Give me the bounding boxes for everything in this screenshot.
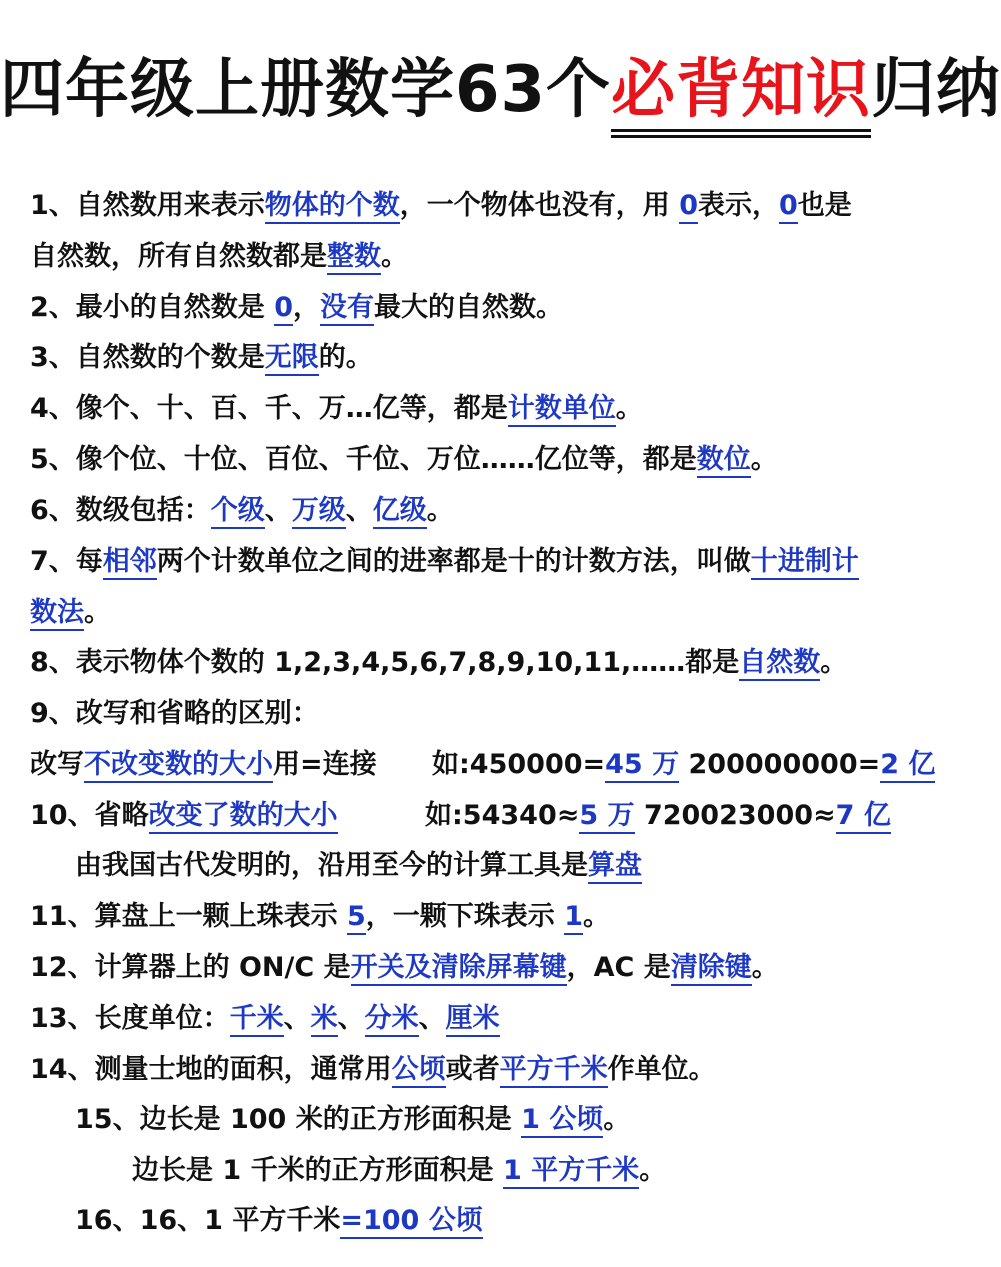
item-11 xyxy=(30,900,610,934)
text: 由我国古代发明的，沿用至今的计算工具是 xyxy=(75,850,588,881)
text: 3、自然数的个数是 xyxy=(30,342,265,373)
item-9-rewrite-example xyxy=(432,748,935,782)
text: 、 xyxy=(418,1003,446,1034)
text: ，一个物体也没有，用 xyxy=(399,190,680,221)
text: 8、表示物体个数的 1,2,3,4,5,6,7,8,9,10,11,……都是 xyxy=(30,647,740,678)
text: ，一颗下珠表示 xyxy=(365,901,565,932)
answer-blank: 无限 xyxy=(265,342,319,376)
text: 2、最小的自然数是 xyxy=(30,292,275,323)
item-7-line-2 xyxy=(30,596,111,630)
item-4 xyxy=(30,392,643,426)
text: 12、计算器上的 ON/C 是 xyxy=(30,952,351,983)
item-12 xyxy=(30,951,779,985)
item-3 xyxy=(30,341,373,375)
answer-blank: 0 xyxy=(779,190,798,224)
text: 、 xyxy=(264,495,292,526)
text: 5、像个位、十位、百位、千位、万位……亿位等，都是 xyxy=(30,444,697,475)
answer-blank: 亿级 xyxy=(373,495,427,529)
answer-blank: 0 xyxy=(679,190,698,224)
item-1-line-2 xyxy=(30,240,408,274)
item-8 xyxy=(30,646,847,680)
text: 自然数，所有自然数都是 xyxy=(30,241,327,272)
text: 如:450000= xyxy=(432,749,606,780)
answer-blank: 相邻 xyxy=(103,546,157,580)
text: 。 xyxy=(615,393,643,424)
answer-blank: 1 平方千米 xyxy=(503,1155,639,1189)
item-9-rewrite xyxy=(30,748,377,782)
answer-blank: 计数单位 xyxy=(508,393,616,427)
text: 表示， xyxy=(698,190,779,221)
text: 。 xyxy=(639,1155,667,1186)
answer-blank: 清除键 xyxy=(671,952,752,986)
text: 200000000= xyxy=(679,749,881,780)
answer-blank: 自然数 xyxy=(739,647,820,681)
text: 13、长度单位： xyxy=(30,1003,230,1034)
answer-blank: 2 亿 xyxy=(880,749,935,783)
text: 9、改写和省略的区别： xyxy=(30,698,319,729)
item-15-second xyxy=(132,1154,666,1188)
text: 两个计数单位之间的进率都是十的计数方法，叫做 xyxy=(156,546,751,577)
text: 、 xyxy=(283,1003,311,1034)
text: 、 xyxy=(345,495,373,526)
text: 最大的自然数。 xyxy=(373,292,563,323)
answer-blank: 整数 xyxy=(327,241,381,275)
answer-blank: 5 万 xyxy=(579,800,634,834)
item-10-example xyxy=(425,799,891,833)
item-9 xyxy=(30,697,319,731)
item-15 xyxy=(75,1103,630,1137)
answer-blank: 物体的个数 xyxy=(265,190,400,224)
item-7-line-1 xyxy=(30,545,859,579)
text: 或者 xyxy=(445,1054,500,1085)
text: 。 xyxy=(820,647,848,678)
text: 。 xyxy=(381,241,408,272)
text: 用=连接 xyxy=(273,749,377,780)
text: 1、自然数用来表示 xyxy=(30,190,265,221)
text: 6、数级包括： xyxy=(30,495,211,526)
item-6 xyxy=(30,494,454,528)
answer-blank: 个级 xyxy=(211,495,265,529)
answer-blank: 万级 xyxy=(292,495,346,529)
text: 11、算盘上一颗上珠表示 xyxy=(30,901,347,932)
text: ， xyxy=(292,292,320,323)
title-part1: 四年级上册数学63个 xyxy=(0,53,612,127)
item-16 xyxy=(75,1204,483,1238)
item-10-abacus xyxy=(75,849,642,883)
text: 14、测量士地的面积，通常用 xyxy=(30,1054,392,1085)
text: 改写 xyxy=(30,749,84,780)
page-title xyxy=(0,38,1001,130)
answer-blank: 0 xyxy=(274,292,293,326)
text: 720023000≈ xyxy=(634,800,836,831)
text: 7、每 xyxy=(30,546,103,577)
answer-blank: 米 xyxy=(311,1003,338,1037)
answer-blank: 平方千米 xyxy=(500,1054,608,1088)
answer-blank: 算盘 xyxy=(588,850,642,884)
text: 也是 xyxy=(797,190,852,221)
title-part2: 归纳 xyxy=(871,53,1001,127)
answer-blank: 不改变数的大小 xyxy=(84,749,273,783)
answer-blank: 千米 xyxy=(230,1003,284,1037)
text: 作单位。 xyxy=(607,1054,716,1085)
item-13 xyxy=(30,1002,500,1036)
item-5 xyxy=(30,443,778,477)
answer-blank: 5 xyxy=(347,901,366,935)
answer-blank: 厘米 xyxy=(446,1003,500,1037)
answer-blank: =100 公顷 xyxy=(340,1205,482,1239)
answer-blank: 45 万 xyxy=(605,749,679,783)
text: 的。 xyxy=(318,342,373,373)
text: 。 xyxy=(426,495,454,526)
text: 、 xyxy=(337,1003,365,1034)
answer-blank: 没有 xyxy=(320,292,374,326)
answer-blank: 7 亿 xyxy=(836,800,891,834)
text: 。 xyxy=(750,444,778,475)
text: 。 xyxy=(751,952,779,983)
text: 10、省略 xyxy=(30,800,149,831)
text: 4、像个、十、百、千、万…亿等，都是 xyxy=(30,393,508,424)
answer-blank: 数位 xyxy=(697,444,751,478)
text: 边长是 1 千米的正方形面积是 xyxy=(132,1155,503,1186)
answer-blank: 1 公顷 xyxy=(521,1104,603,1138)
answer-blank: 数法 xyxy=(30,597,84,631)
text: 15、边长是 100 米的正方形面积是 xyxy=(75,1104,522,1135)
item-10 xyxy=(30,799,338,833)
item-1-line-1 xyxy=(30,189,852,223)
text: 。 xyxy=(582,901,610,932)
text: 。 xyxy=(84,597,111,628)
text: ，AC 是 xyxy=(566,952,671,983)
answer-blank: 十进制计 xyxy=(751,546,859,580)
answer-blank: 开关及清除屏幕键 xyxy=(351,952,567,986)
item-2 xyxy=(30,291,563,325)
answer-blank: 分米 xyxy=(365,1003,419,1037)
title-highlight: 必背知识 xyxy=(611,38,871,130)
answer-blank: 1 xyxy=(564,901,583,935)
answer-blank: 公顷 xyxy=(392,1054,446,1088)
answer-blank: 改变了数的大小 xyxy=(149,800,338,834)
item-14 xyxy=(30,1053,716,1087)
text: 。 xyxy=(603,1104,631,1135)
text: 如:54340≈ xyxy=(425,800,580,831)
text: 16、16、1 平方千米 xyxy=(75,1205,341,1236)
